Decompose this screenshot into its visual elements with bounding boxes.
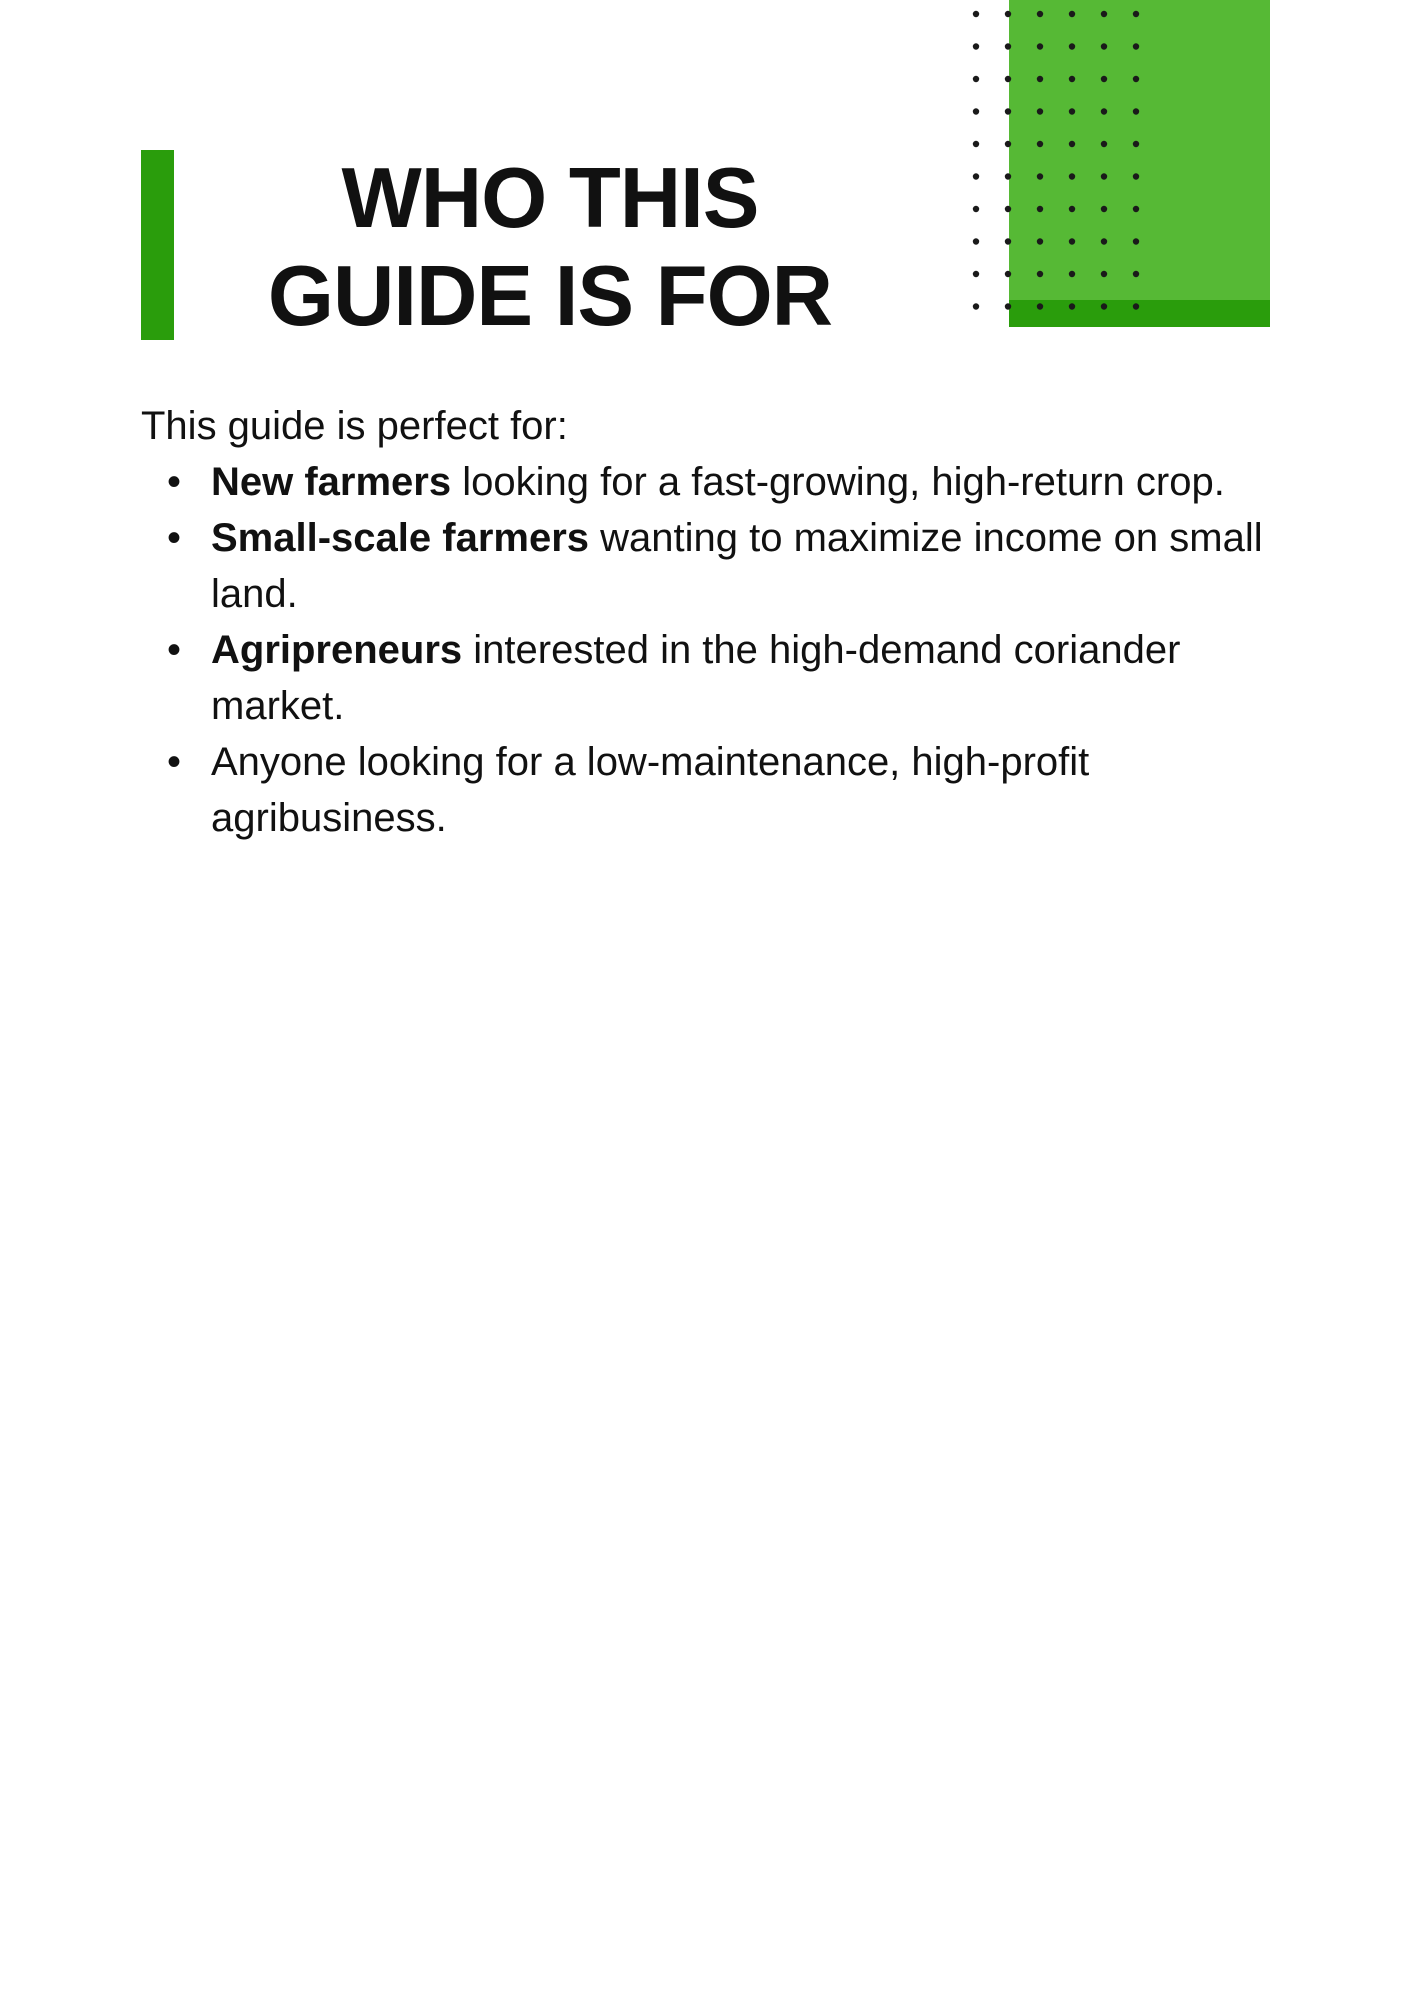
decorative-dot [1005,43,1011,49]
decorative-dot [1037,108,1043,114]
decorative-dot [1037,141,1043,147]
decorative-dot [1005,108,1011,114]
decorative-dot [973,238,979,244]
decorative-dot [1037,206,1043,212]
bullet-icon: • [167,740,182,784]
decorative-dot [1101,43,1107,49]
decorative-dot [1037,303,1043,309]
decorative-dot [1037,173,1043,179]
decorative-dot [1037,43,1043,49]
decorative-dot [973,11,979,17]
decorative-dot [1101,206,1107,212]
page-title-line-2: GUIDE IS FOR [267,249,833,344]
decorative-dot [1101,271,1107,277]
decorative-dot [1101,108,1107,114]
decorative-dot [1069,238,1075,244]
decorative-dot [1133,43,1139,49]
list-item-bold: Small-scale farmers [211,516,590,560]
list-item-bold: Agripreneurs [211,628,463,672]
decorative-dot [1037,238,1043,244]
bullet-icon: • [167,628,182,672]
decorative-dot [973,108,979,114]
decorative-dot [1005,206,1011,212]
decorative-dot [973,271,979,277]
audience-list [141,454,1281,846]
decorative-dot [1005,173,1011,179]
decorative-dot [973,43,979,49]
main-content [141,398,1281,846]
list-item-text: Anyone looking for a low-maintenance, high-profit agribusiness. [211,740,1090,840]
decorative-dot [1101,173,1107,179]
decorative-dot [1005,303,1011,309]
decorative-dot [1133,303,1139,309]
decorative-dot [1101,76,1107,82]
decorative-dot [1005,271,1011,277]
intro-text: This guide is perfect for: [141,404,568,448]
decorative-dot [1101,238,1107,244]
decorative-dot [1069,303,1075,309]
decorative-dot [1133,108,1139,114]
decorative-dot [1069,43,1075,49]
decorative-dot [973,173,979,179]
decorative-dot [1005,238,1011,244]
decorative-dot [1069,206,1075,212]
decorative-dot [1037,271,1043,277]
decorative-dot [1069,11,1075,17]
list-item-text: wanting to maximize income on small land. [211,516,1263,616]
decorative-dot [1069,108,1075,114]
decorative-dot [1101,141,1107,147]
decorative-dot [1005,11,1011,17]
decorative-dot [973,206,979,212]
bullet-icon: • [167,460,182,504]
decorative-dot [973,76,979,82]
page-title-line-1: WHO THIS [341,151,759,246]
decorative-dot [973,303,979,309]
decorative-dot [1037,76,1043,82]
page-title [240,150,860,346]
decorative-dot [1133,11,1139,17]
decorative-dot [1005,141,1011,147]
list-item-text: interested in the high-demand coriander market. [211,628,1181,728]
decorative-dot [1005,76,1011,82]
decorative-dot [1133,173,1139,179]
list-item-text: looking for a fast-growing, high-return crop. [451,460,1225,504]
decorative-dot [973,141,979,147]
list-item-bold: New farmers [211,460,452,504]
decorative-dot [1101,303,1107,309]
decorative-dot [1133,76,1139,82]
list-item [141,734,1281,846]
decorative-dot-grid [970,8,1150,328]
decorative-dot [1133,271,1139,277]
decorative-dot [1069,141,1075,147]
decorative-dot [1101,11,1107,17]
decorative-dot [1133,238,1139,244]
decorative-dot [1037,11,1043,17]
decorative-dot [1069,76,1075,82]
list-item [141,454,1281,510]
list-item [141,510,1281,622]
decorative-dot [1133,141,1139,147]
list-item [141,622,1281,734]
decorative-dot [1133,206,1139,212]
decorative-dot [1069,271,1075,277]
bullet-icon: • [167,516,182,560]
title-accent-bar [141,150,174,340]
decorative-dot [1069,173,1075,179]
